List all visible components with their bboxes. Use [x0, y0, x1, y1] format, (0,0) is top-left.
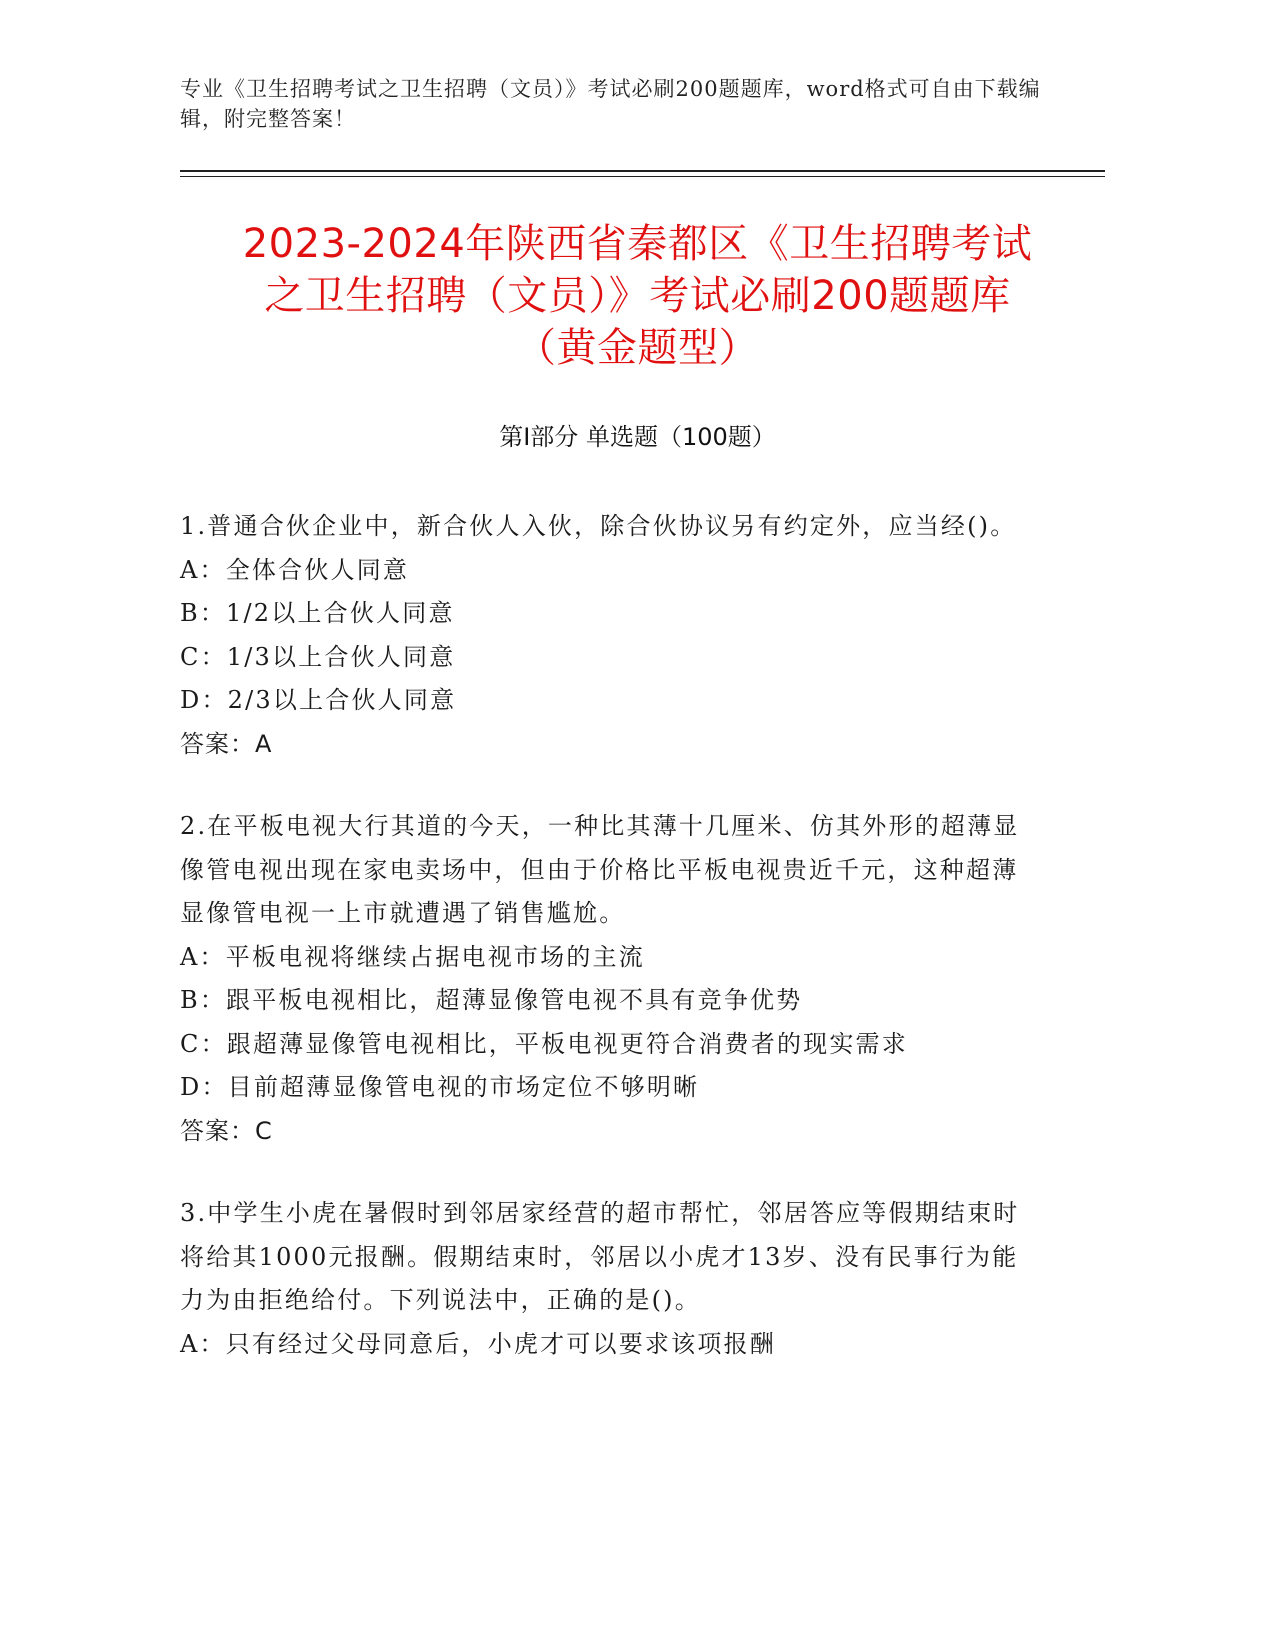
- document-title-line-1: 2023-2024年陕西省秦都区《卫生招聘考试: [242, 221, 1033, 267]
- question-2: [180, 805, 1020, 1153]
- question-3-option-a: A：只有经过父母同意后，小虎才可以要求该项报酬: [180, 1329, 776, 1358]
- question-2-stem: 2.在平板电视大行其道的今天，一种比其薄十几厘米、仿其外形的超薄显像管电视出现在家电卖场中，但由于价格比平板电视贵近千元，这种超薄显像管电视一上市就遭遇了销售尴尬。: [180, 812, 1020, 927]
- document-title-line-3: （黄金题型）: [516, 325, 759, 371]
- question-2-answer: 答案：C: [180, 1116, 273, 1145]
- header-note: 专业《卫生招聘考试之卫生招聘（文员）》考试必刷200题题库，word格式可自由下载编辑，附完整答案！: [180, 77, 1041, 131]
- document-title-line-2: 之卫生招聘（文员）》考试必刷200题题库: [264, 273, 1011, 319]
- header-divider-thin: [180, 176, 1105, 177]
- question-1-option-c: C：1/3以上合伙人同意: [180, 642, 456, 671]
- question-2-option-b: B：跟平板电视相比，超薄显像管电视不具有竞争优势: [180, 986, 803, 1014]
- question-2-option-d: D：目前超薄显像管电视的市场定位不够明晰: [180, 1073, 700, 1101]
- question-1-answer: 答案：A: [180, 729, 273, 758]
- question-3-stem: 3.中学生小虎在暑假时到邻居家经营的超市帮忙，邻居答应等假期结束时将给其1000元报酬。假期结束时，邻居以小虎才13岁、没有民事行为能力为由拒绝给付。下列说法中，正确的是()。: [180, 1199, 1020, 1314]
- question-list: [180, 505, 1020, 1405]
- question-2-option-c: C：跟超薄显像管电视相比，平板电视更符合消费者的现实需求: [180, 1029, 908, 1058]
- question-1-stem: 1.普通合伙企业中，新合伙人入伙，除合伙协议另有约定外，应当经()。: [180, 512, 1017, 540]
- header-divider-thick: [180, 170, 1105, 172]
- section-title: 第Ⅰ部分 单选题（100题）: [499, 423, 776, 451]
- question-3: [180, 1192, 1020, 1366]
- question-1-option-b: B：1/2以上合伙人同意: [180, 599, 455, 627]
- question-2-option-a: A：平板电视将继续占据电视市场的主流: [180, 942, 645, 971]
- question-1: [180, 505, 1020, 766]
- question-1-option-a: A：全体合伙人同意: [180, 555, 410, 584]
- question-1-option-d: D：2/3以上合伙人同意: [180, 686, 457, 714]
- document-title: [160, 218, 1115, 374]
